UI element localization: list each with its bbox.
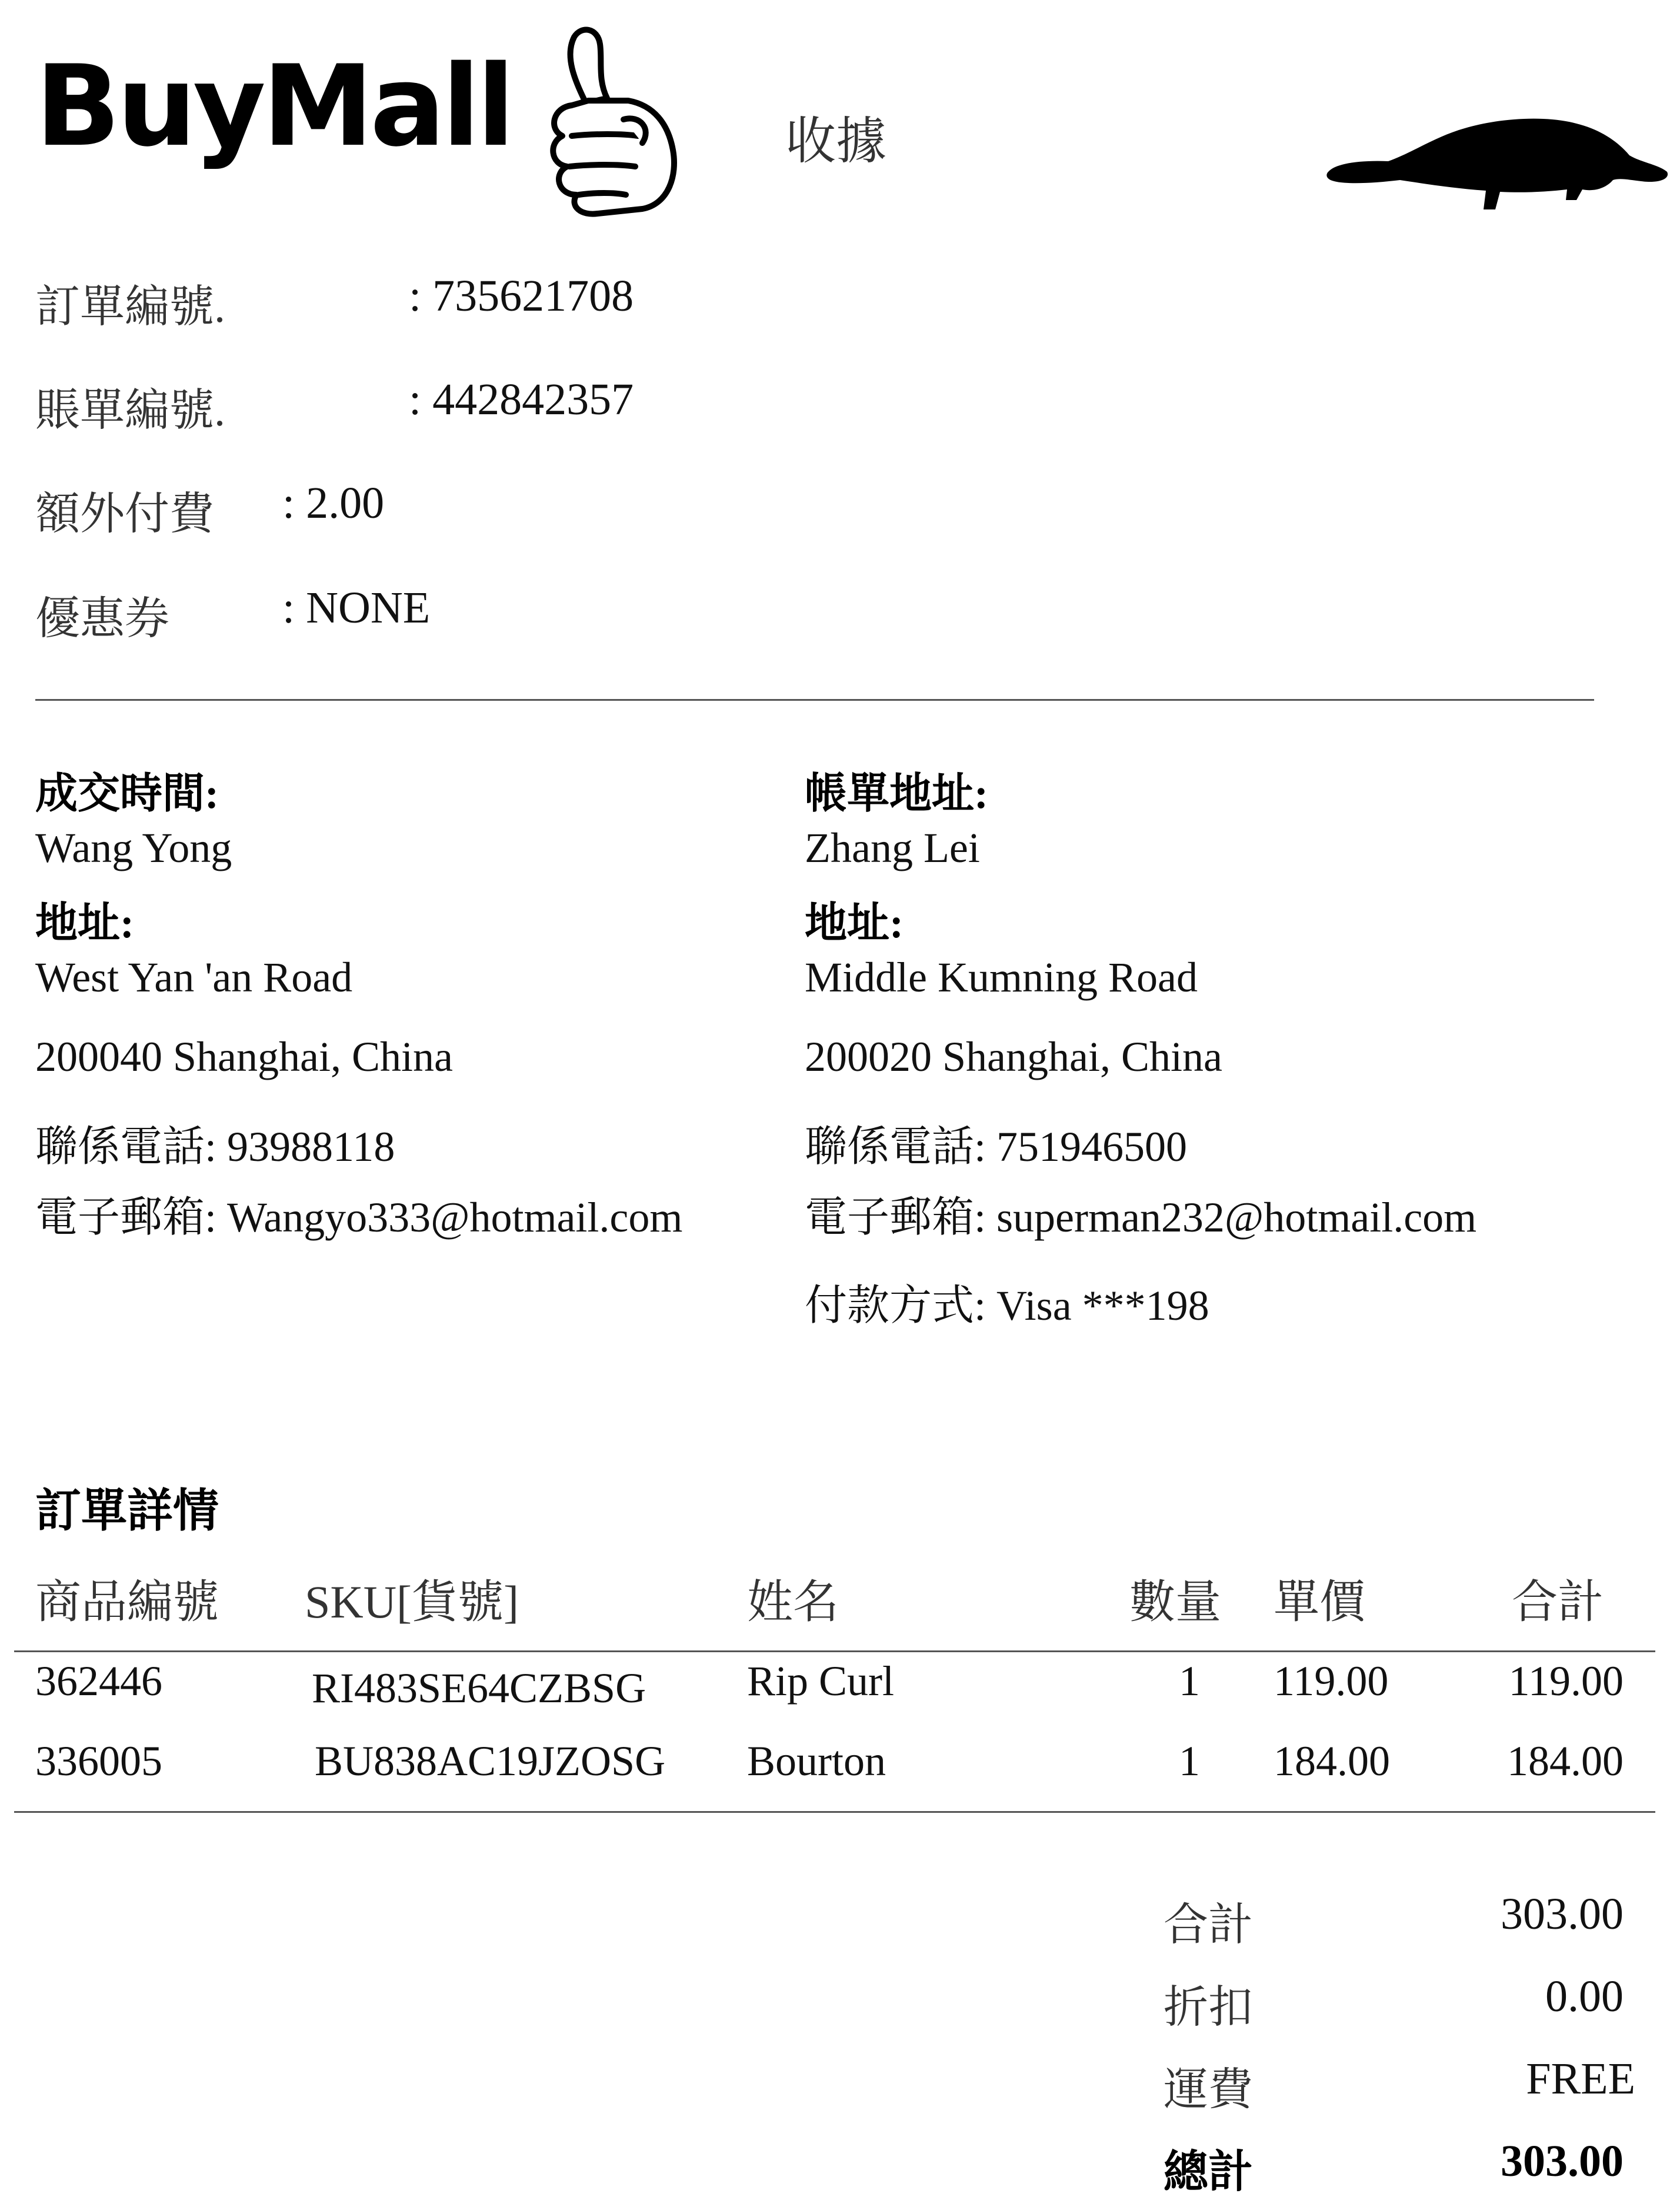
col-name: 姓名 [747,1576,839,1627]
buyer-address-label: 地址: [35,900,134,947]
subtotal-label: 合計 [1164,1901,1253,1950]
bill-number-value: : 442842357 [409,375,634,424]
row1-sku: RI483SE64CZBSG [312,1665,646,1712]
thumbs-up-icon [541,21,682,221]
billing-street: Middle Kumning Road [805,954,1198,1001]
order-number-value: : 735621708 [409,271,634,321]
payment-method: 付款方式: Visa ***198 [805,1282,1209,1329]
platypus-silhouette-icon [1324,106,1671,218]
extra-fee-label: 額外付費 [35,490,214,539]
row1-line-total: 119.00 [1508,1658,1624,1705]
discount-value: 0.00 [1545,1972,1624,2021]
buyer-heading: 成交時間: [35,770,219,817]
coupon-value: : NONE [282,583,431,633]
coupon-label: 優惠券 [35,594,169,644]
row1-name: Rip Curl [747,1658,895,1705]
row2-name: Bourton [747,1738,886,1785]
section-divider [35,699,1594,701]
row1-qty: 1 [1179,1658,1200,1705]
buyer-city: 200040 Shanghai, China [35,1033,453,1080]
grand-total-value: 303.00 [1501,2136,1624,2186]
col-product-id: 商品編號 [35,1576,219,1627]
table-header-rule [14,1650,1655,1652]
row1-unit-price: 119.00 [1274,1658,1389,1705]
order-details-heading: 訂單詳情 [35,1485,219,1536]
shipping-value: FREE [1526,2054,1635,2104]
buyer-phone: 聯係電話: 93988118 [35,1123,395,1170]
row2-product-id: 336005 [35,1738,162,1785]
billing-city: 200020 Shanghai, China [805,1033,1222,1080]
order-number-label: 訂單編號. [35,282,225,332]
col-line-total: 合計 [1512,1576,1604,1627]
subtotal-value: 303.00 [1501,1889,1624,1939]
buyer-name: Wang Yong [35,824,232,871]
discount-label: 折扣 [1164,1983,1253,2032]
extra-fee-value: : 2.00 [282,478,385,528]
row2-qty: 1 [1179,1738,1200,1785]
table-footer-rule [14,1811,1655,1813]
billing-address-label: 地址: [805,900,904,947]
billing-email: 電子郵箱: superman232@hotmail.com [805,1194,1477,1241]
row1-product-id: 362446 [35,1658,162,1705]
bill-number-label: 賬單編號. [35,386,225,435]
buyer-street: West Yan 'an Road [35,954,353,1001]
receipt-title: 收據 [785,113,886,169]
col-qty: 數量 [1129,1576,1222,1627]
billing-heading: 帳單地址: [805,770,988,817]
brand-logo: BuyMall [35,41,512,171]
col-unit-price: 單價 [1274,1576,1366,1627]
col-sku: SKU[貨號] [305,1576,519,1627]
row2-line-total: 184.00 [1507,1738,1624,1785]
billing-phone: 聯係電話: 751946500 [805,1123,1188,1170]
grand-total-label: 總計 [1164,2148,1253,2197]
row2-unit-price: 184.00 [1274,1738,1390,1785]
shipping-label: 運費 [1164,2065,1253,2115]
billing-name: Zhang Lei [805,824,980,871]
row2-sku: BU838AC19JZOSG [315,1738,666,1785]
buyer-email: 電子郵箱: Wangyo333@hotmail.com [35,1194,683,1241]
